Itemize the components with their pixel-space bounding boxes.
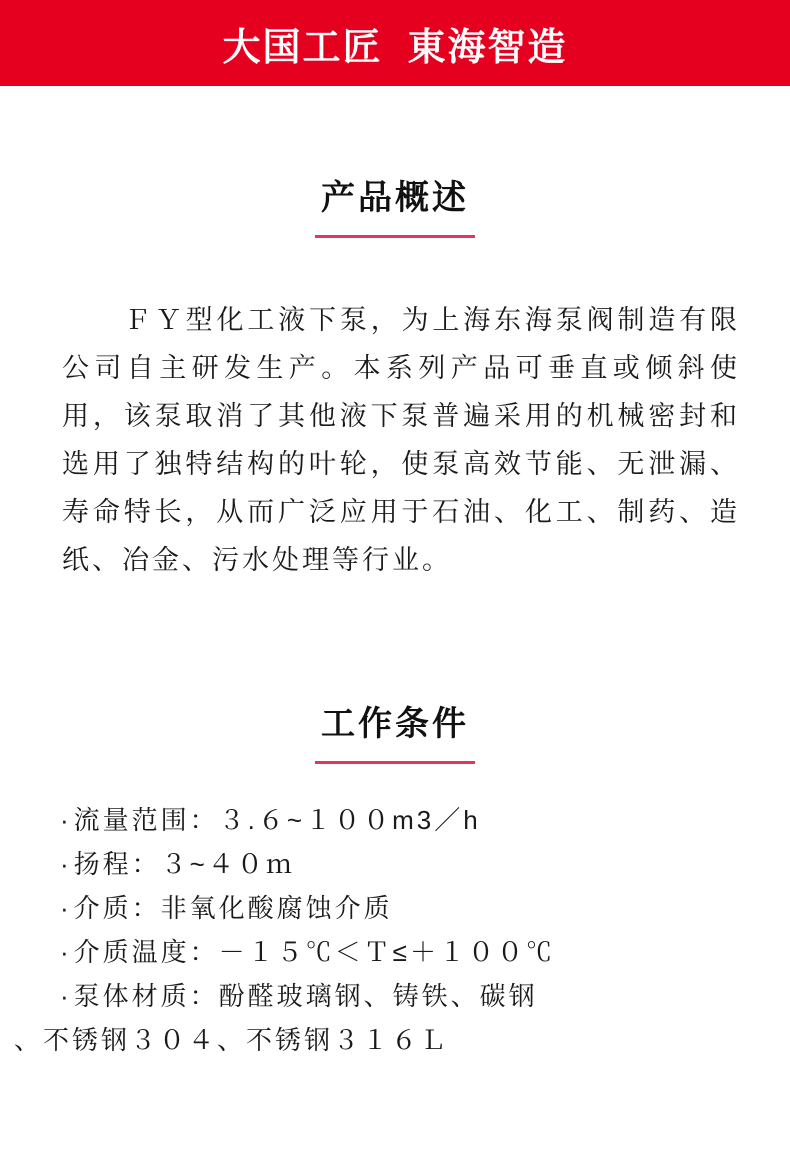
list-item (60, 930, 750, 974)
conditions-list (0, 798, 790, 1062)
spacer-top (0, 86, 790, 178)
banner-title: 大国工匠 東海智造 (222, 26, 568, 69)
list-item-label: 扬程：３~４０ｍ (73, 848, 295, 879)
section-header-working-conditions (0, 704, 790, 764)
section-header-product-overview (0, 178, 790, 238)
list-item (60, 842, 750, 886)
list-item-label: 流量范围：３.６~１００m3／h (73, 804, 481, 835)
list-item-label: 介质温度：－１５℃＜Ｔ≤＋１００℃ (73, 936, 555, 967)
bullet-icon: · (60, 936, 72, 967)
section-underline (315, 761, 475, 764)
list-item-label: 泵体材质：酚醛玻璃钢、铸铁、碳钢 (73, 980, 538, 1011)
top-banner (0, 0, 790, 86)
bullet-icon: · (60, 892, 72, 923)
bullet-icon: · (60, 980, 72, 1011)
bullet-icon: · (60, 804, 72, 835)
section-product-overview (0, 178, 790, 584)
section-underline (315, 235, 475, 238)
section-title: 工作条件 (321, 704, 469, 743)
section-working-conditions (0, 704, 790, 1062)
list-item-label: 介质：非氧化酸腐蚀介质 (73, 892, 393, 923)
overview-paragraph: ＦＹ型化工液下泵，为上海东海泵阀制造有限公司自主研发生产。本系列产品可垂直或倾斜使用，该泵取消了其他液下泵普遍采用的机械密封和选用了独特结构的叶轮，使泵高效节能、无泄漏、寿命特长，从而广泛应用于石油、化工、制药、造纸、冶金、污水处理等行业。 (62, 304, 740, 575)
list-item-continuation: 、不锈钢３０４、不锈钢３１６Ｌ (14, 1024, 450, 1055)
section-title: 产品概述 (321, 179, 469, 217)
spacer-middle (0, 584, 790, 704)
bullet-icon: · (60, 848, 72, 879)
list-item (60, 886, 750, 930)
list-item (60, 974, 750, 1018)
list-item (60, 798, 750, 842)
overview-body-wrap (0, 296, 790, 584)
